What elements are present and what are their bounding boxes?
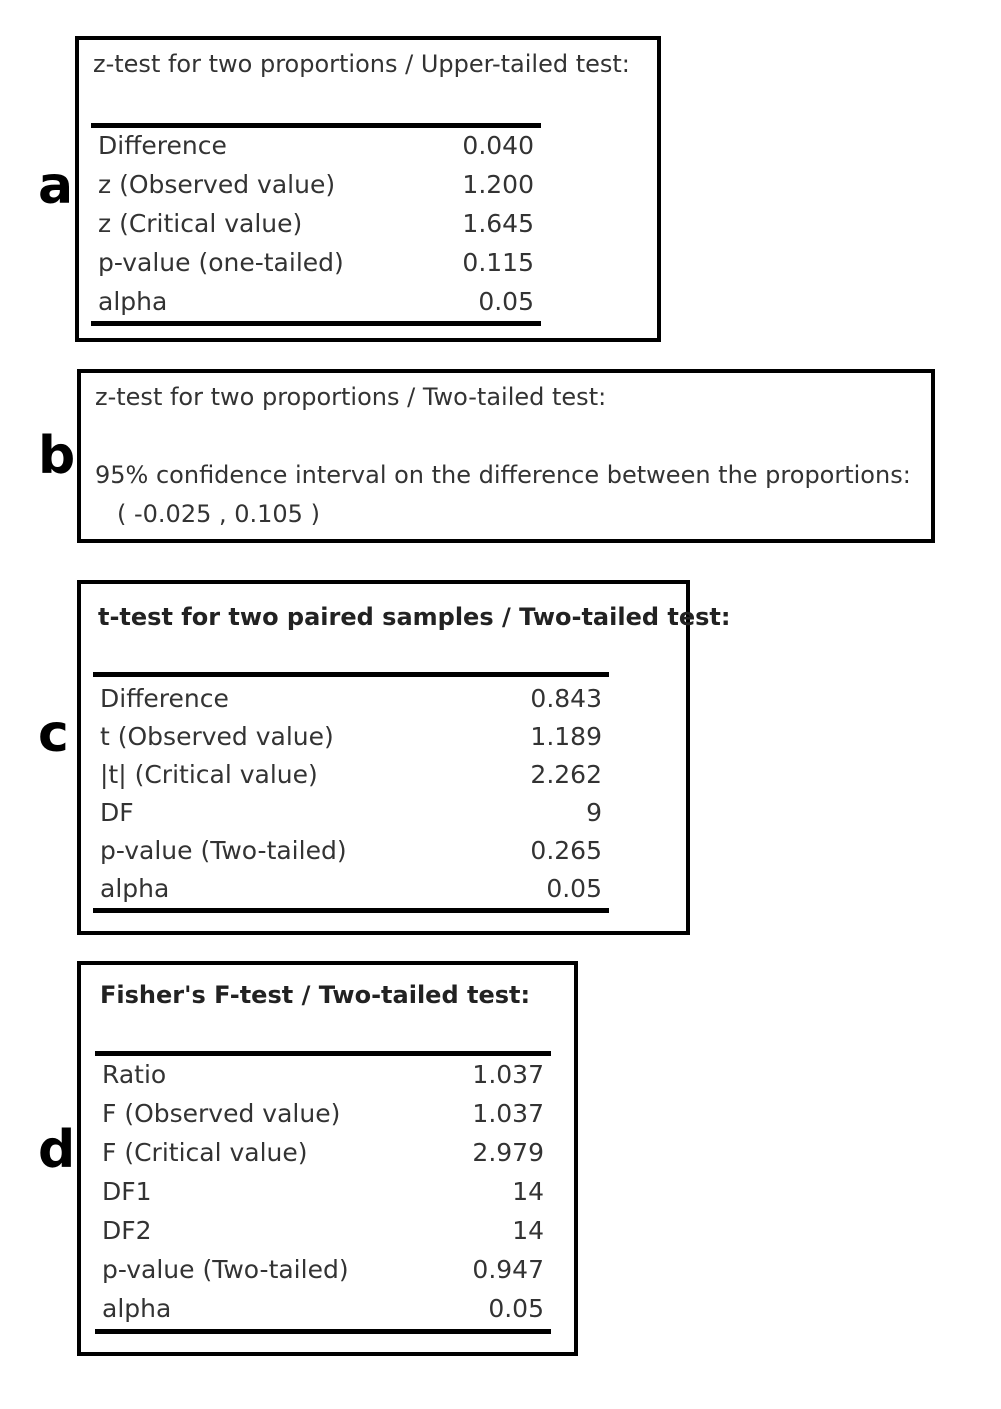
row-value: 1.645 [462,209,534,238]
table-row [95,1250,551,1289]
row-label: DF [100,798,134,827]
panel-a-table [91,123,541,333]
row-label: p-value (Two-tailed) [100,836,347,865]
panel-d-title: Fisher's F-test / Two-tailed test: [100,981,531,1009]
table-row [95,1055,551,1094]
row-value: 2.979 [472,1138,544,1167]
row-value: 0.115 [462,248,534,277]
table-row [91,126,541,165]
table-row [93,755,609,794]
panel-label-c: c [38,704,69,764]
row-label: F (Critical value) [102,1138,308,1167]
table-row [91,165,541,204]
row-label: Difference [100,684,229,713]
row-value: 0.05 [488,1294,544,1323]
row-value: 1.037 [472,1099,544,1128]
row-value: 0.05 [478,287,534,316]
row-value: 1.189 [530,722,602,751]
table-row [95,1289,551,1328]
row-label: alpha [100,874,170,903]
confidence-interval-label: 95% confidence interval on the difference between the proportions: [95,461,911,489]
panel-c-box [77,580,731,935]
panel-c-table [93,672,609,917]
panel-label-a: a [38,156,74,216]
row-value: 0.947 [472,1255,544,1284]
panel-d-box [77,961,578,1356]
row-label: alpha [98,287,168,316]
panel-a-title: z-test for two proportions / Upper-tailed test: [93,50,630,78]
table-row [93,831,609,870]
table-row [95,1172,551,1211]
row-label: t (Observed value) [100,722,334,751]
row-value: 14 [512,1216,544,1245]
row-label: |t| (Critical value) [100,760,318,789]
row-label: DF1 [102,1177,152,1206]
table-bottom-rule [95,1329,551,1334]
row-value: 9 [586,798,602,827]
row-label: z (Observed value) [98,170,336,199]
table-bottom-rule [91,321,541,326]
row-label: Ratio [102,1060,167,1089]
panel-label-b: b [38,426,76,486]
table-bottom-rule [93,908,609,913]
panel-d-table [95,1051,551,1341]
row-label: F (Observed value) [102,1099,341,1128]
table-row [93,679,609,718]
confidence-interval-value: ( -0.025 , 0.105 ) [117,500,320,528]
row-label: p-value (Two-tailed) [102,1255,349,1284]
row-label: DF2 [102,1216,152,1245]
row-value: 14 [512,1177,544,1206]
row-label: Difference [98,131,227,160]
table-row [93,793,609,832]
table-row [95,1094,551,1133]
row-value: 0.265 [530,836,602,865]
row-value: 2.262 [530,760,602,789]
row-value: 0.05 [546,874,602,903]
row-label: z (Critical value) [98,209,303,238]
table-row [95,1133,551,1172]
panel-b-box [77,369,935,543]
table-row [93,717,609,756]
table-row [91,282,541,321]
row-value: 0.040 [462,131,534,160]
row-label: alpha [102,1294,172,1323]
row-label: p-value (one-tailed) [98,248,344,277]
panel-a-box [75,36,661,342]
row-value: 1.200 [462,170,534,199]
row-value: 1.037 [472,1060,544,1089]
table-row [91,204,541,243]
panel-b-title: z-test for two proportions / Two-tailed test: [95,383,607,411]
table-top-rule [93,672,609,677]
table-row [95,1211,551,1250]
row-value: 0.843 [530,684,602,713]
panel-c-title: t-test for two paired samples / Two-tailed test: [98,603,731,631]
table-row [91,243,541,282]
panel-label-d: d [38,1120,76,1180]
table-row [93,869,609,908]
